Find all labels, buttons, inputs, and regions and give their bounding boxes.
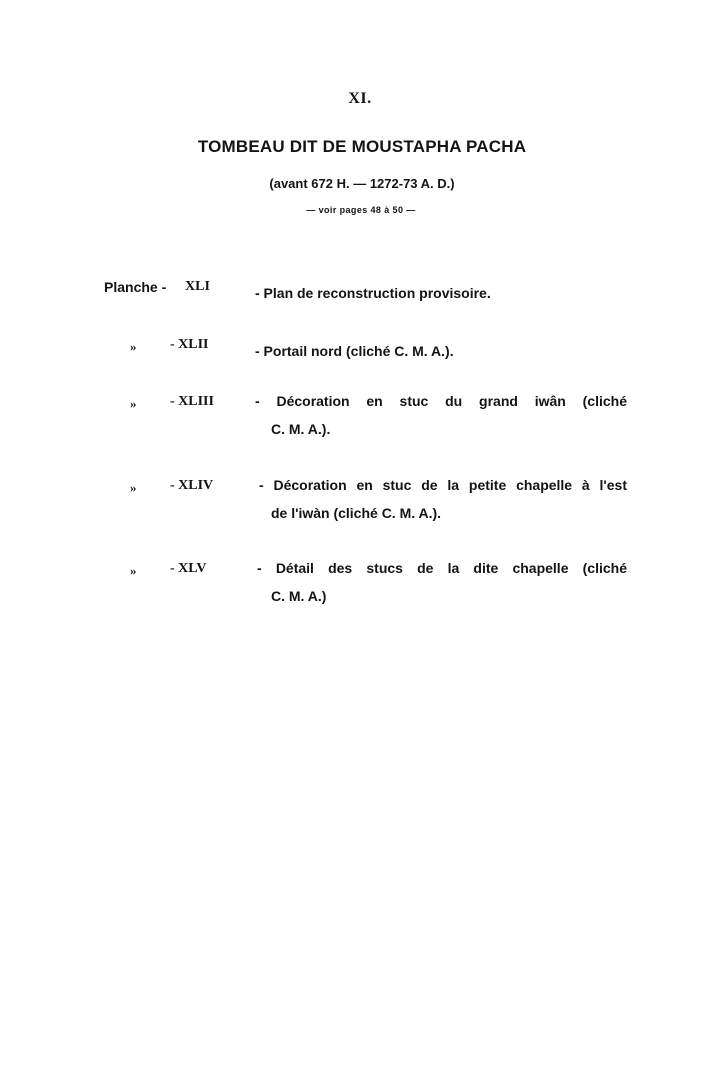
section-number: XI. xyxy=(348,90,372,107)
date-subtitle: (avant 672 H. — 1272-73 A. D.) xyxy=(269,176,455,191)
plate-description: - Portail nord (cliché C. M. A.). xyxy=(255,343,454,359)
plate-description-line: C. M. A.) xyxy=(271,588,327,604)
plate-description-line: - Décoration en stuc de la petite chapelle à l'est xyxy=(259,477,627,493)
ditto-mark: » xyxy=(130,480,137,495)
plate-description-line: de l'iwàn (cliché C. M. A.). xyxy=(271,505,442,521)
plate-number: - XLII xyxy=(170,337,209,352)
plate-description-line: - Détail des stucs de la dite chapelle (cliché xyxy=(257,560,627,576)
plate-number: - XLIII xyxy=(170,394,214,409)
plate-number: - XLIV xyxy=(170,478,214,493)
ditto-mark: » xyxy=(130,339,137,354)
page-reference: — voir pages 48 à 50 — xyxy=(306,205,416,215)
ditto-mark: » xyxy=(130,563,137,578)
plate-prefix: Planche - xyxy=(104,279,167,295)
plate-description-line: - Décoration en stuc du grand iwân (cliché xyxy=(255,393,627,409)
ditto-mark: » xyxy=(130,396,137,411)
plate-number: - XLV xyxy=(170,561,207,576)
plate-description: - Plan de reconstruction provisoire. xyxy=(255,285,491,301)
page-title: TOMBEAU DIT DE MOUSTAPHA PACHA xyxy=(197,137,527,156)
plate-description-line: C. M. A.). xyxy=(271,421,331,437)
plate-number: XLI xyxy=(185,279,210,294)
